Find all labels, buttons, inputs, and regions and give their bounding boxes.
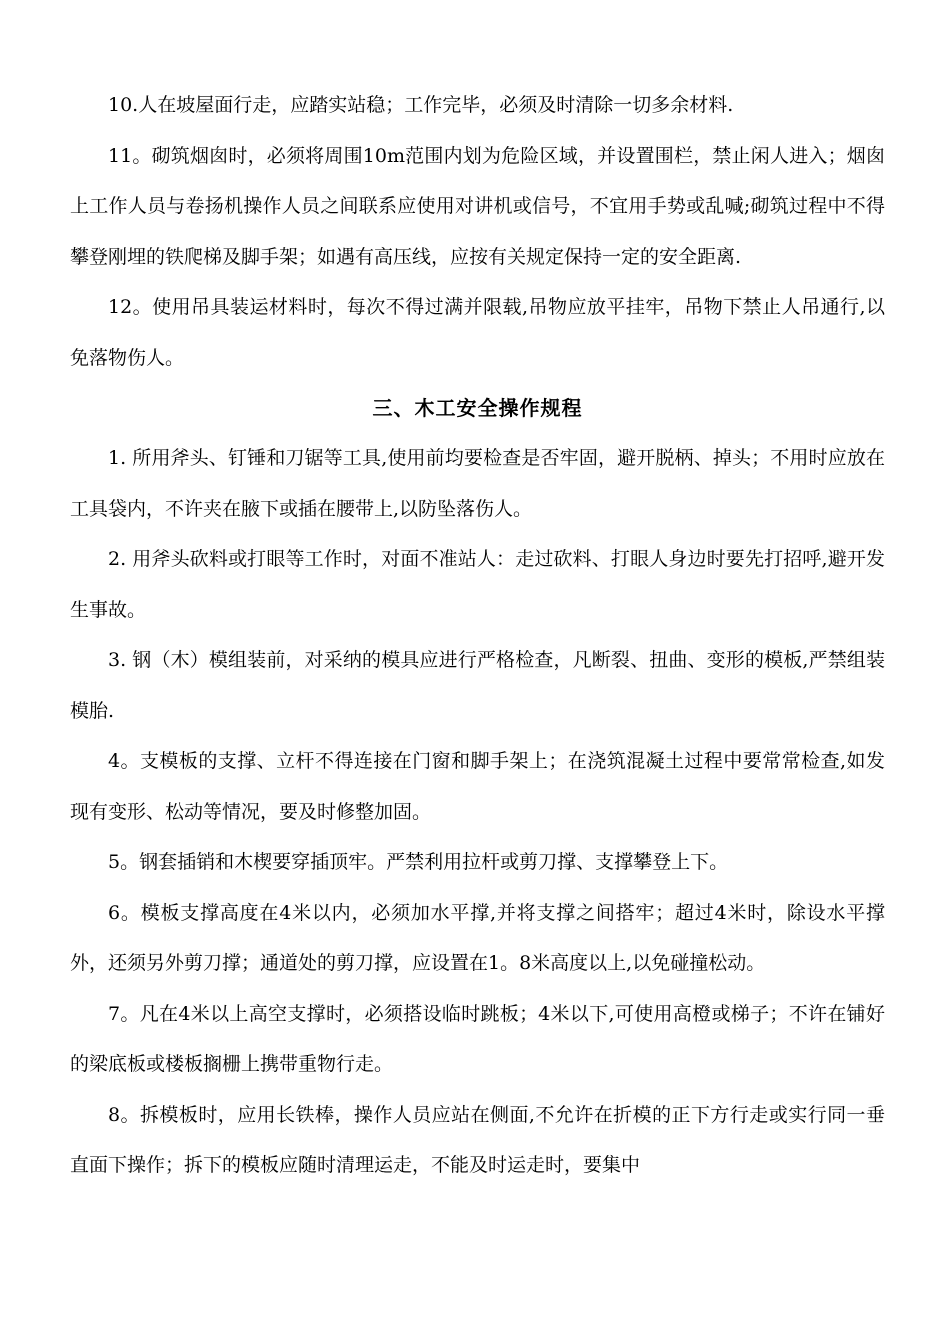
carpentry-rule-4: 4。支模板的支撑、立杆不得连接在门窗和脚手架上；在浇筑混凝土过程中要常常检查,如发现有变形、松动等情况，要及时修整加固。 bbox=[70, 750, 885, 823]
carpentry-rule-8: 8。拆模板时，应用长铁棒，操作人员应站在侧面,不允许在折模的正下方行走或实行同一垂直面下操作；拆下的模板应随时清理运走，不能及时运走时，要集中 bbox=[70, 1103, 885, 1176]
paragraph-item-11: 11。砌筑烟囱时，必须将周围10m范围内划为危险区域，并设置围栏，禁止闲人进入；烟囱上工作人员与卷扬机操作人员之间联系应使用对讲机或信号，不宜用手势或乱喊;砌筑过程中不得攀登刚埋的铁爬梯及脚手架；如遇有高压线，应按有关规定保持一定的安全距离. bbox=[70, 144, 885, 268]
carpentry-rule-2: 2. 用斧头砍料或打眼等工作时，对面不准站人：走过砍料、打眼人身边时要先打招呼,避开发生事故。 bbox=[70, 548, 885, 621]
paragraph-item-12: 12。使用吊具装运材料时，每次不得过满并限载,吊物应放平挂牢，吊物下禁止人吊通行,以免落物伤人。 bbox=[70, 296, 885, 369]
carpentry-rule-1: 1. 所用斧头、钉锤和刀锯等工具,使用前均要检查是否牢固，避开脱柄、掉头；不用时应放在工具袋内，不许夹在腋下或插在腰带上,以防坠落伤人。 bbox=[70, 447, 885, 520]
document-body bbox=[70, 80, 885, 1191]
carpentry-rule-5: 5。钢套插销和木楔要穿插顶牢。严禁利用拉杆或剪刀撑、支撑攀登上下。 bbox=[108, 851, 729, 873]
carpentry-rule-7: 7。凡在4米以上高空支撑时，必须搭设临时跳板；4米以下,可使用高橙或梯子；不许在铺好的梁底板或楼板搁栅上携带重物行走。 bbox=[70, 1002, 885, 1075]
carpentry-rule-3: 3. 钢（木）模组装前，对采纳的模具应进行严格检查，凡断裂、扭曲、变形的模板,严禁组装模胎. bbox=[70, 649, 885, 722]
paragraph-item-10: 10.人在坡屋面行走，应踏实站稳；工作完毕，必须及时清除一切多余材料. bbox=[108, 94, 734, 116]
section-heading: 三、木工安全操作规程 bbox=[372, 396, 583, 420]
carpentry-rule-6: 6。模板支撑高度在4米以内，必须加水平撑,并将支撑之间搭牢；超过4米时，除设水平撑外，还须另外剪刀撑；通道处的剪刀撑，应设置在1。8米高度以上,以免碰撞松动。 bbox=[70, 901, 885, 974]
